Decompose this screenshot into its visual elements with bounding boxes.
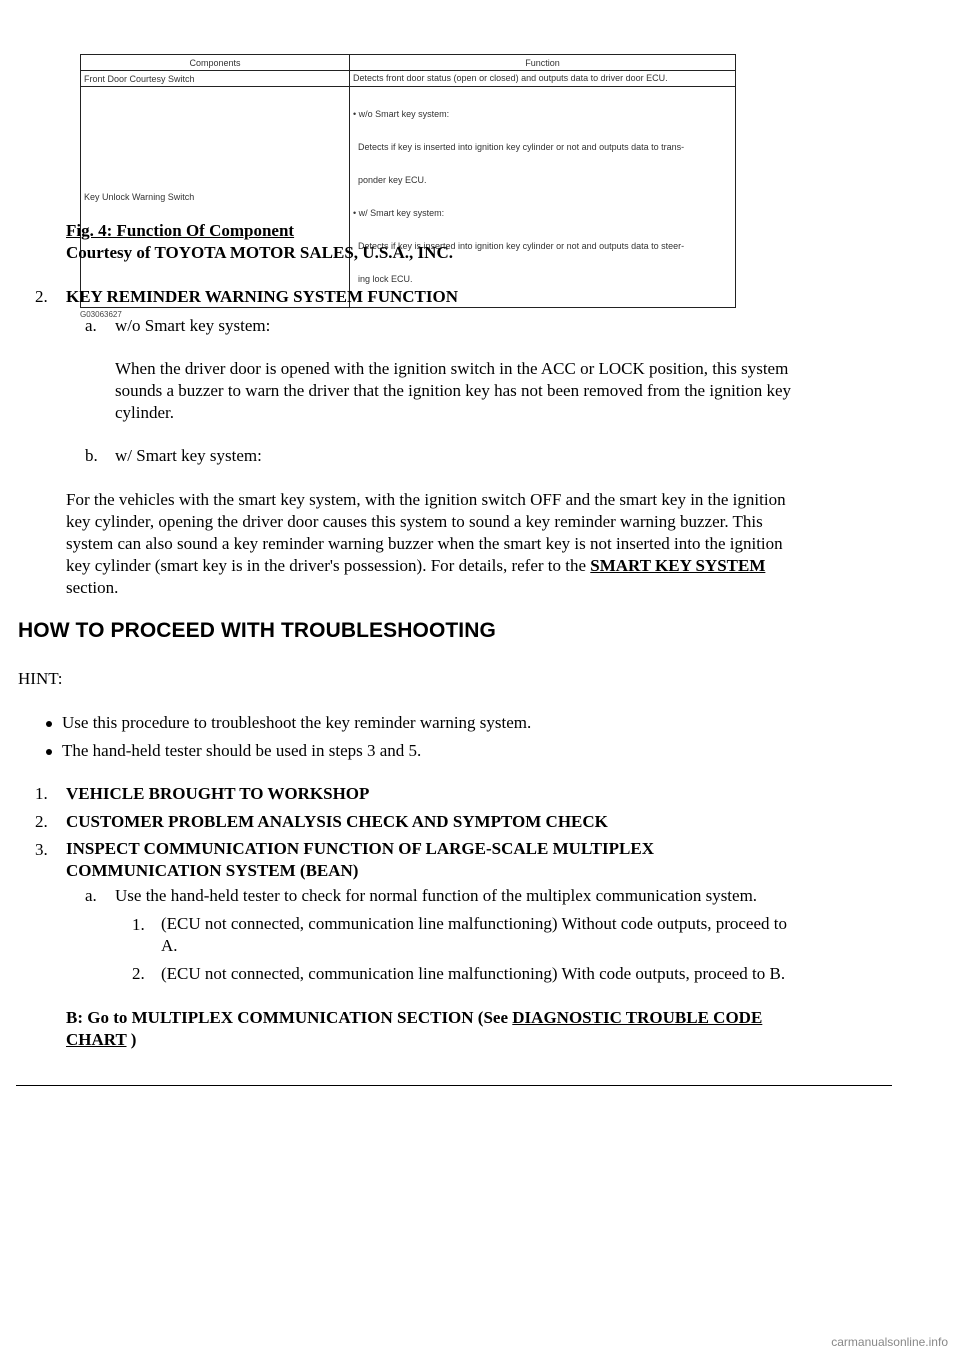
sub-step-text: (ECU not connected, communication line malfunctioning) With code outputs, proceed to B. [161,964,786,983]
list-label: a. [85,886,97,905]
bullet-item [46,741,421,761]
page-divider [16,1085,892,1086]
list-item-text: w/ Smart key system: [115,446,262,465]
table-cell-component: Front Door Courtesy Switch [81,71,350,87]
step-title: VEHICLE BROUGHT TO WORKSHOP [66,784,370,803]
list-label: b. [85,446,98,465]
sub-step-line: (ECU not connected, communication line malfunctioning) Without code outputs, proceed to [161,914,787,933]
paragraph-line: cylinder. [115,403,175,422]
paragraph-line: key cylinder, opening the driver door causes this system to sound a key reminder warning buzzer. This [66,512,763,531]
function-line: • w/o Smart key system: [353,109,450,119]
table-header: Function [350,55,736,71]
step-title: CUSTOMER PROBLEM ANALYSIS CHECK AND SYMPTOM CHECK [66,812,608,831]
section-title: KEY REMINDER WARNING SYSTEM FUNCTION [66,287,458,306]
step-number: 1. [35,784,48,803]
function-line: Detects if key is inserted into ignition key cylinder or not and outputs data to steer- [353,241,685,251]
paragraph-w-smart-key [66,489,926,599]
paragraph-line: For the vehicles with the smart key system, with the ignition switch OFF and the smart key in the ignition [66,490,786,509]
dtc-chart-link[interactable]: CHART [66,1030,127,1049]
step-number: 3. [35,840,48,859]
list-label: a. [85,316,97,335]
list-item-text: w/o Smart key system: [115,316,271,335]
smart-key-system-link[interactable]: SMART KEY SYSTEM [590,556,766,575]
section-heading: HOW TO PROCEED WITH TROUBLESHOOTING [18,619,496,642]
table-row [81,71,736,87]
sub-step-text [161,913,787,957]
figure-component-table [80,54,736,319]
paragraph-line: When the driver door is opened with the ignition switch in the ACC or LOCK position, this system [115,359,789,378]
table-header: Components [81,55,350,71]
list-item-text: Use the hand-held tester to check for normal function of the multiplex communication system. [115,886,758,905]
bullet-item [46,713,531,733]
sub-step-line: A. [161,936,178,955]
paragraph-line: section. [66,578,119,597]
figure-courtesy: Courtesy of TOYOTA MOTOR SALES, U.S.A., INC. [66,243,453,262]
paragraph-line: key cylinder (smart key is in the driver's possession). For details, refer to the [66,556,591,575]
sub-step-number: 2. [132,964,145,983]
bullet-icon [46,721,52,727]
table-cell-component: Key Unlock Warning Switch [81,87,350,308]
table-cell-function [350,87,736,308]
paragraph-wo-smart-key [115,358,905,424]
hint-label: HINT: [18,669,63,688]
table-cell-function [350,71,736,87]
paragraph-line: sounds a buzzer to warn the driver that the ignition key has not been removed from the ignition key [115,381,792,400]
table-header-row [81,55,736,71]
function-line: Detects if key is inserted into ignition key cylinder or not and outputs data to trans- [353,142,685,152]
bullet-text: The hand-held tester should be used in steps 3 and 5. [62,741,422,760]
watermark: carmanualsonline.info [831,1335,948,1349]
result-b-text: ) [126,1030,137,1049]
figure-id: G03063627 [80,310,122,319]
step-title-line: COMMUNICATION SYSTEM (BEAN) [66,861,359,880]
function-line: ing lock ECU. [353,274,413,284]
step-title-line: INSPECT COMMUNICATION FUNCTION OF LARGE-SCALE MULTIPLEX [66,839,654,858]
result-b [66,1007,762,1051]
paragraph-line: system can also sound a key reminder warning buzzer when the smart key is not inserted into the ignition [66,534,783,553]
bullet-icon [46,749,52,755]
dtc-chart-link[interactable]: DIAGNOSTIC TROUBLE CODE [512,1008,763,1027]
components-table [80,54,736,308]
function-line: ponder key ECU. [353,175,427,185]
step-number: 2. [35,812,48,831]
section-number: 2. [35,287,48,306]
function-line: Detects front door status (open or closed) and outputs data to driver door ECU. [353,73,668,83]
result-b-text: B: Go to MULTIPLEX COMMUNICATION SECTION (See [66,1008,513,1027]
bullet-text: Use this procedure to troubleshoot the key reminder warning system. [62,713,532,732]
sub-step-number: 1. [132,915,145,934]
figure-caption-link[interactable]: Fig. 4: Function Of Component [66,221,295,240]
table-row [81,87,736,308]
step-title [66,838,654,882]
function-line: • w/ Smart key system: [353,208,445,218]
